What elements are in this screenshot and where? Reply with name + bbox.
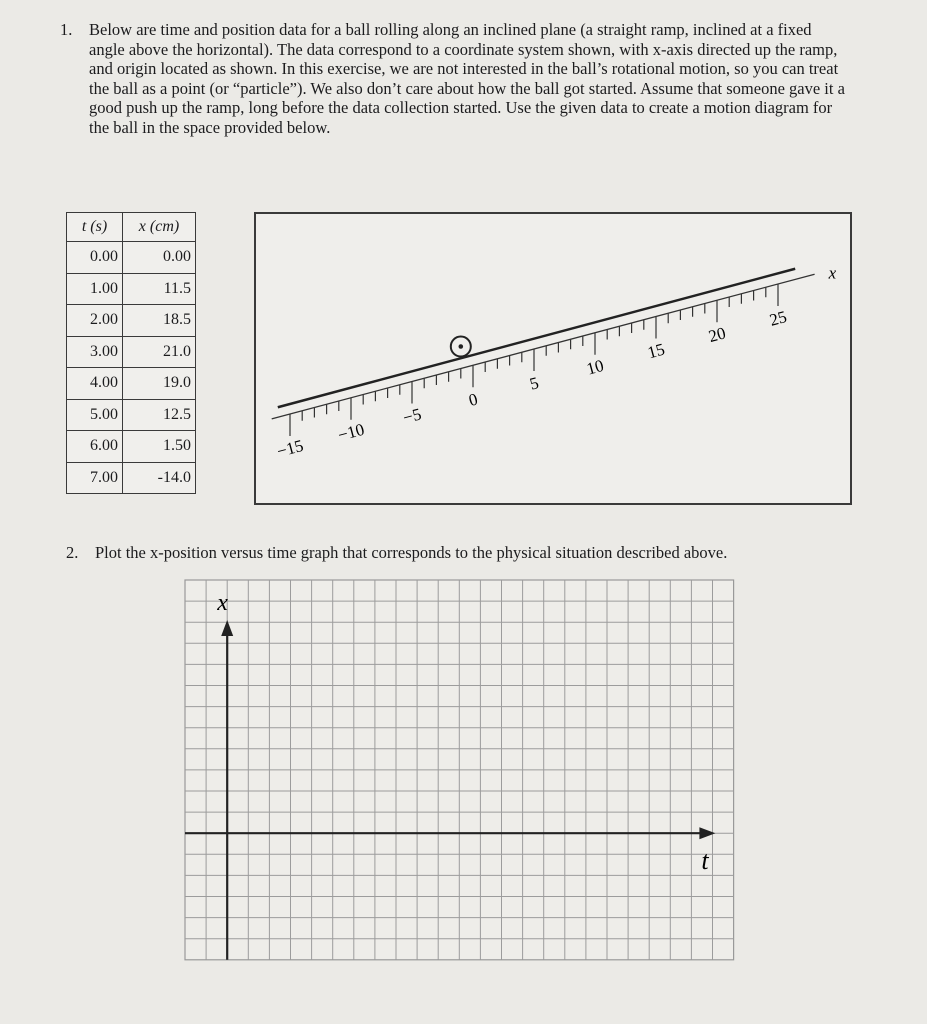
tick-label: 5 <box>527 373 541 394</box>
tick-label: −15 <box>274 435 306 462</box>
header-time: t (s) <box>67 213 123 242</box>
position-cell: 18.5 <box>123 305 196 337</box>
position-cell: 21.0 <box>123 336 196 368</box>
time-cell: 1.00 <box>67 273 123 305</box>
tick-label: 15 <box>645 339 667 363</box>
position-cell: 11.5 <box>123 273 196 305</box>
time-cell: 4.00 <box>67 368 123 400</box>
time-cell: 7.00 <box>67 462 123 494</box>
header-position: x (cm) <box>123 213 196 242</box>
question-2-number: 2. <box>66 543 79 562</box>
time-cell: 3.00 <box>67 336 123 368</box>
time-cell: 2.00 <box>67 305 123 337</box>
time-cell: 0.00 <box>67 242 123 274</box>
tick-label: 20 <box>706 323 728 347</box>
tick-label: −10 <box>335 419 367 445</box>
tick-label: 10 <box>584 355 606 379</box>
question-1-number: 1. <box>60 20 73 39</box>
graph-x-label: x <box>217 590 228 616</box>
question-1-text: Below are time and position data for a ball rolling along an inclined plane (a straight ramp, inclined at a fixed angle above the horizontal). The data correspond to a coordinate system shown, with x-axis directed up the ramp, and origin located as shown. In this exercise, we are not interested in the ball’s rotational motion, so you can treat the ball as a point (or “particle”). We also don’t care about how the ball got started. Assume that someone gave it a good push up the ramp, long before the data collection started. Use the given data to create a motion diagram for the ball in the space provided below. <box>89 20 845 137</box>
time-cell: 6.00 <box>67 431 123 463</box>
graph-t-label: t <box>701 846 709 876</box>
x-axis-label: x <box>828 263 837 283</box>
question-2-text: Plot the x-position versus time graph that corresponds to the physical situation described above. <box>95 543 728 562</box>
tick-label: −5 <box>400 404 424 428</box>
position-cell: -14.0 <box>123 462 196 494</box>
position-cell: 12.5 <box>123 399 196 431</box>
tick-label: 0 <box>466 389 480 411</box>
position-cell: 0.00 <box>123 242 196 274</box>
time-cell: 5.00 <box>67 399 123 431</box>
position-cell: 1.50 <box>123 431 196 463</box>
position-cell: 19.0 <box>123 368 196 400</box>
tick-label: 25 <box>767 307 789 330</box>
